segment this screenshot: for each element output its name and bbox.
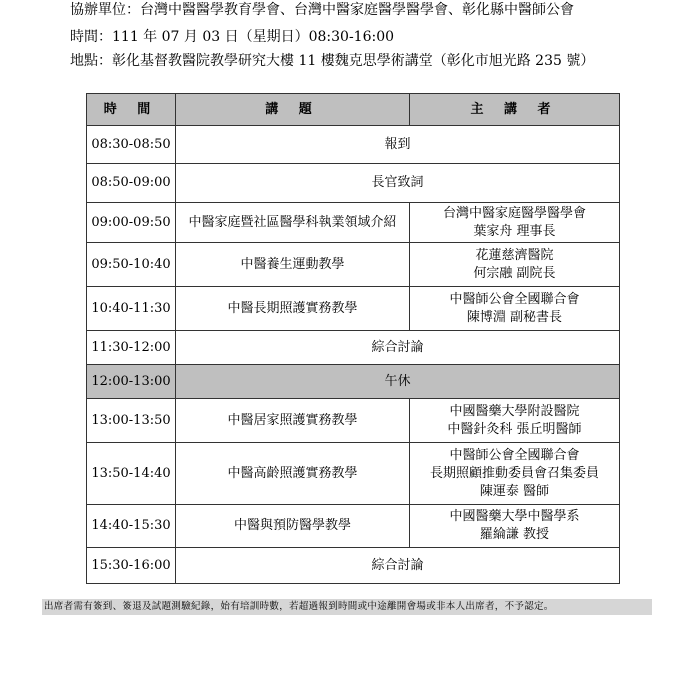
header-topic: 講 題 <box>176 94 410 126</box>
row-speaker <box>410 505 620 548</box>
row-time: 13:50-14:40 <box>87 443 176 505</box>
organizers-line: 協辦單位：台灣中醫醫學教育學會、台灣中醫家庭醫學醫學會、彰化縣中醫師公會 <box>70 2 574 18</box>
speaker-affiliation: 中國醫藥大學附設醫院 <box>449 403 580 419</box>
row-time: 11:30-12:00 <box>87 331 176 365</box>
row-topic: 中醫居家照護實務教學 <box>176 399 410 443</box>
table-row <box>87 126 620 164</box>
table-row <box>87 399 620 443</box>
table-row <box>87 287 620 331</box>
speaker-name: 中醫針灸科 張丘明醫師 <box>447 421 582 437</box>
table-header-row <box>87 94 620 126</box>
row-topic: 中醫養生運動教學 <box>176 243 410 287</box>
table-row <box>87 164 620 203</box>
speaker-name: 羅綸謙 教授 <box>479 527 550 542</box>
header-speaker: 主 講 者 <box>410 94 620 126</box>
row-time: 13:00-13:50 <box>87 399 176 443</box>
table-row <box>87 505 620 548</box>
speaker-name: 何宗融 副院長 <box>473 265 556 281</box>
table-row <box>87 331 620 365</box>
row-time: 08:50-09:00 <box>87 164 176 203</box>
row-topic: 中醫家庭暨社區醫學科執業領域介紹 <box>176 203 410 243</box>
table-row <box>87 443 620 505</box>
row-topic: 中醫長期照護實務教學 <box>176 287 410 331</box>
row-time: 15:30-16:00 <box>87 548 176 584</box>
row-time: 09:00-09:50 <box>87 203 176 243</box>
row-time: 14:40-15:30 <box>87 505 176 548</box>
speaker-affiliation: 中醫師公會全國聯合會 <box>449 447 580 463</box>
table-row <box>87 365 620 399</box>
row-merged-activity: 午休 <box>176 365 620 399</box>
row-time: 09:50-10:40 <box>87 243 176 287</box>
row-speaker <box>410 399 620 443</box>
row-merged-activity: 綜合討論 <box>176 548 620 584</box>
attendance-note: 出席者需有簽到、簽退及試題測驗紀錄，始有培訓時數，若超過報到時間或中途離開會場或非本人出席者，不予認定。 <box>42 599 652 615</box>
speaker-affiliation: 中醫師公會全國聯合會 <box>449 291 580 307</box>
row-merged-activity: 綜合討論 <box>176 331 620 365</box>
table-row <box>87 243 620 287</box>
speaker-affiliation: 花蓮慈濟醫院 <box>475 247 554 263</box>
speaker-affiliation: 中國醫藥大學中醫學系 <box>449 509 580 524</box>
row-time: 10:40-11:30 <box>87 287 176 331</box>
speaker-name: 陳運泰 醫師 <box>479 483 550 499</box>
header-time: 時 間 <box>87 94 176 126</box>
speaker-name: 陳博淵 副秘書長 <box>466 309 563 325</box>
location-line: 地點：彰化基督教醫院教學研究大樓 11 樓魏克思學術講堂（彰化市旭光路 235 號） <box>70 53 595 69</box>
table-row <box>87 548 620 584</box>
row-speaker <box>410 443 620 505</box>
row-time: 12:00-13:00 <box>87 365 176 399</box>
speaker-name: 葉家舟 理事長 <box>473 223 556 239</box>
row-merged-activity: 報到 <box>176 126 620 164</box>
row-speaker <box>410 243 620 287</box>
row-topic: 中醫與預防醫學教學 <box>176 505 410 548</box>
datetime-line: 時間：111 年 07 月 03 日（星期日）08:30-16:00 <box>70 29 395 45</box>
row-speaker <box>410 203 620 243</box>
table-row <box>87 203 620 243</box>
schedule-table <box>86 93 620 584</box>
speaker-title: 長期照顧推動委員會召集委員 <box>429 465 599 481</box>
row-time: 08:30-08:50 <box>87 126 176 164</box>
speaker-affiliation: 台灣中醫家庭醫學醫學會 <box>442 205 586 221</box>
row-speaker <box>410 287 620 331</box>
row-topic: 中醫高齡照護實務教學 <box>176 443 410 505</box>
row-merged-activity: 長官致詞 <box>176 164 620 203</box>
